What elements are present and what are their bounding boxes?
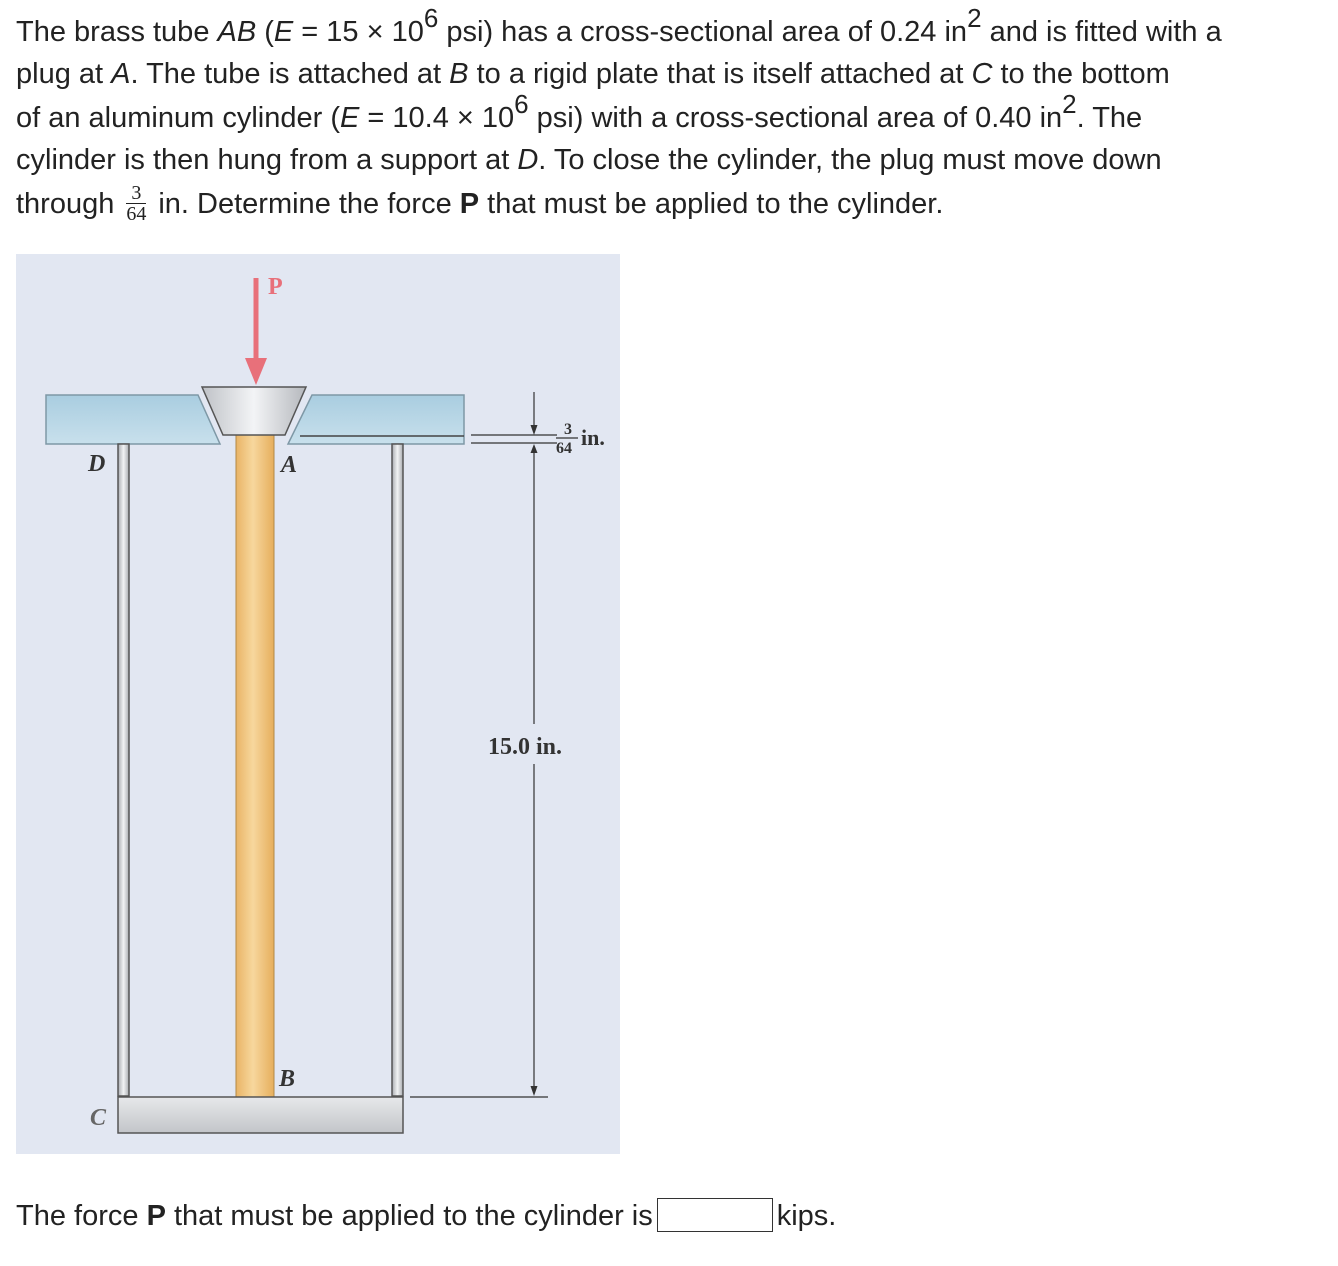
cap-left bbox=[46, 395, 220, 444]
text: through bbox=[16, 188, 115, 220]
cylinder-wall-right bbox=[392, 444, 403, 1096]
answer-text: The force bbox=[16, 1200, 147, 1232]
length-label: 15.0 in. bbox=[488, 734, 563, 760]
fraction-denominator: 64 bbox=[126, 202, 147, 225]
fraction-numerator: 3 bbox=[126, 183, 146, 204]
problem-line-2 bbox=[16, 54, 1316, 94]
plug bbox=[202, 387, 306, 435]
exponent: 6 bbox=[423, 3, 439, 34]
var-e: E bbox=[273, 16, 294, 48]
length-arrowhead-bottom bbox=[531, 1086, 538, 1096]
force-arrow-head bbox=[245, 358, 267, 385]
var-ab: AB bbox=[217, 16, 257, 48]
text: . The tube is attached at bbox=[130, 58, 450, 90]
text: in. Determine the force bbox=[158, 188, 460, 220]
answer-input[interactable] bbox=[657, 1198, 773, 1232]
var-b: B bbox=[449, 58, 469, 90]
var-c: C bbox=[971, 58, 993, 90]
answer-text: that must be applied to the cylinder is bbox=[165, 1200, 653, 1232]
label-c: C bbox=[90, 1105, 107, 1131]
text: psi) with a cross-sectional area of 0.40 in bbox=[528, 102, 1063, 134]
gap-arrowhead-top bbox=[531, 425, 538, 435]
label-p: P bbox=[268, 274, 283, 300]
text: to a rigid plate that is itself attached at bbox=[468, 58, 972, 90]
var-d: D bbox=[517, 144, 539, 176]
label-b: B bbox=[279, 1066, 296, 1092]
problem-line-3 bbox=[16, 89, 1316, 140]
text: and is fitted with a bbox=[981, 16, 1222, 48]
var-p: P bbox=[459, 188, 480, 220]
label-d: D bbox=[88, 451, 106, 477]
var-a: A bbox=[111, 58, 131, 90]
problem-line-4 bbox=[16, 140, 1316, 180]
label-a: A bbox=[281, 452, 298, 478]
problem-statement bbox=[16, 3, 1316, 226]
text: plug at bbox=[16, 58, 112, 90]
text: ( bbox=[256, 16, 274, 48]
exponent: 2 bbox=[1062, 89, 1077, 120]
gap-unit: in. bbox=[581, 425, 605, 450]
text: . To close the cylinder, the plug must move down bbox=[538, 144, 1162, 176]
figure-panel bbox=[16, 254, 620, 1154]
gap-denominator: 64 bbox=[556, 440, 572, 457]
text: . The bbox=[1076, 102, 1143, 134]
fraction bbox=[126, 183, 146, 224]
text: of an aluminum cylinder ( bbox=[16, 102, 340, 134]
text: = 15 × 10 bbox=[293, 16, 424, 48]
answer-var-p: P bbox=[146, 1200, 166, 1232]
exponent: 6 bbox=[514, 89, 529, 120]
var-e: E bbox=[339, 102, 360, 134]
text: that must be applied to the cylinder. bbox=[479, 188, 944, 220]
cylinder-wall-left bbox=[118, 444, 129, 1096]
text: cylinder is then hung from a support at bbox=[16, 144, 518, 176]
text: psi) has a cross-sectional area of 0.24 in bbox=[438, 16, 968, 48]
text: The brass tube bbox=[16, 16, 218, 48]
cylinder-diagram bbox=[16, 254, 620, 1154]
text: to the bottom bbox=[992, 58, 1170, 90]
problem-line-1 bbox=[16, 3, 1316, 54]
answer-unit: kips. bbox=[776, 1200, 837, 1232]
text: = 10.4 × 10 bbox=[359, 102, 515, 134]
brass-tube bbox=[236, 435, 274, 1098]
gap-numerator: 3 bbox=[564, 421, 572, 438]
bottom-plate bbox=[118, 1097, 403, 1133]
answer-row bbox=[16, 1196, 836, 1236]
exponent: 2 bbox=[967, 3, 982, 34]
problem-line-5 bbox=[16, 180, 1316, 226]
